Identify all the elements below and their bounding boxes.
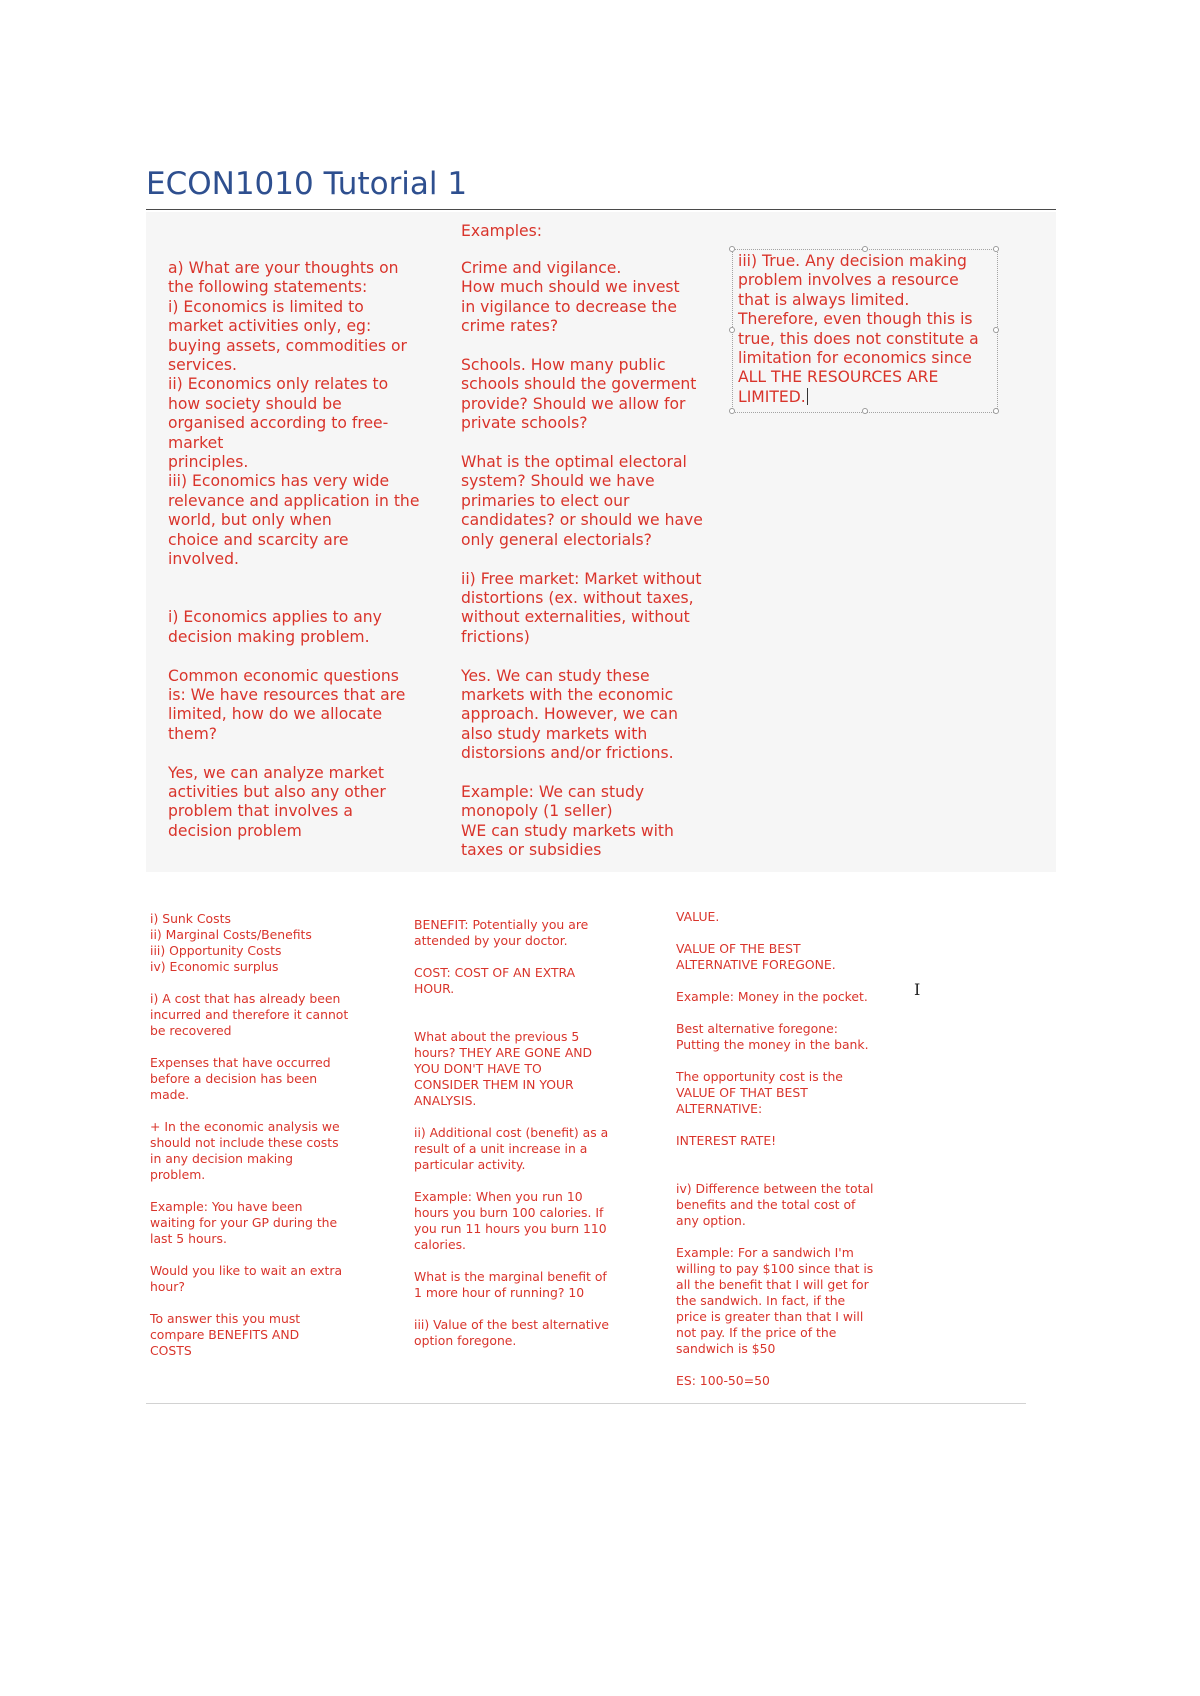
text-box-selection[interactable] <box>732 249 998 413</box>
marginal-column: BENEFIT: Potentially you are attended by your doctor. COST: COST OF AN EXTRA HOUR. What about the previous 5 hours? THEY ARE GONE AND YOU DON'T HAVE TO CONSIDER THEM IN YOUR ANALYSIS. ii) Additional cost (benefit) as a result of a unit increase in a particular activity. Example: When you run 10 hours you burn 100 calories. If you run 11 hours you burn 110 calories. What is the marginal benefit of 1 more hour of running? 10 iii) Value of the best alternative option foregone. <box>414 917 610 1348</box>
resize-handle-icon[interactable] <box>729 327 735 333</box>
answer-text-box[interactable] <box>738 252 996 407</box>
opportunity-column: VALUE. VALUE OF THE BEST ALTERNATIVE FOREGONE. Example: Money in the pocket. Best alternative foregone: Putting the money in the bank. The opportunity cost is the VALUE OF THAT BEST ALTERNATIVE: INTEREST RATE! iv) Difference between the total benefits and the total cost of any option. Example: For a sandwich I'm willing to pay $100 since that is all the benefit that I will get for the sandwich. In fact, if the price is greater than that I will not pay. If the price of the sandwich is $50 ES: 100-50=50 <box>676 909 874 1388</box>
screenshot-bottom <box>146 886 1026 1402</box>
section-divider <box>146 1403 1026 1404</box>
resize-handle-icon[interactable] <box>729 408 735 414</box>
answer-text: iii) True. Any decision making problem involves a resource that is always limited. Therefore, even though this is true, this does not constitute a limitation for economics since ALL THE RESOURCES ARE LIMITED. <box>738 252 979 406</box>
page-title: ECON1010 Tutorial 1 <box>146 166 468 202</box>
screenshot-top <box>146 212 1056 872</box>
resize-handle-icon[interactable] <box>862 408 868 414</box>
text-caret-icon <box>807 388 808 405</box>
notes-column-left: a) What are your thoughts on the following statements: i) Economics is limited to market activities only, eg: buying assets, commodities or services. ii) Economics only relates to how society should be organised according to free- market principles. iii) Economics has very wide relevance and application in the world, but only when choice and scarcity are involved. i) Economics applies to any decision making problem. Common economic questions is: We have resources that are limited, how do we allocate them? Yes, we can analyze market activities but also any other problem that involves a decision problem <box>168 259 420 840</box>
text-cursor-icon: I <box>914 980 921 999</box>
resize-handle-icon[interactable] <box>729 246 735 252</box>
resize-handle-icon[interactable] <box>993 408 999 414</box>
concepts-column: i) Sunk Costs ii) Marginal Costs/Benefits iii) Opportunity Costs iv) Economic surplus i) A cost that has already been incurred and therefore it cannot be recovered Expenses that have occurred before a decision has been made. + In the economic analysis we should not include these costs in any decision making problem. Example: You have been waiting for your GP during the last 5 hours. Would you like to wait an extra hour? To answer this you must compare BENEFITS AND COSTS <box>150 911 349 1358</box>
examples-column: Crime and vigilance. How much should we invest in vigilance to decrease the crime rates? Schools. How many public schools should the goverment provide? Should we allow for private schools? What is the optimal electoral system? Should we have primaries to elect our candidates? or should we have only general electorials? ii) Free market: Market without distortions (ex. without taxes, without externalities, without frictions) Yes. We can study these markets with the economic approach. However, we can also study markets with distorsions and/or frictions. Example: We can study monopoly (1 seller) WE can study markets with taxes or subsidies <box>461 259 703 860</box>
examples-heading: Examples: <box>461 222 543 240</box>
title-underline <box>146 209 1056 210</box>
